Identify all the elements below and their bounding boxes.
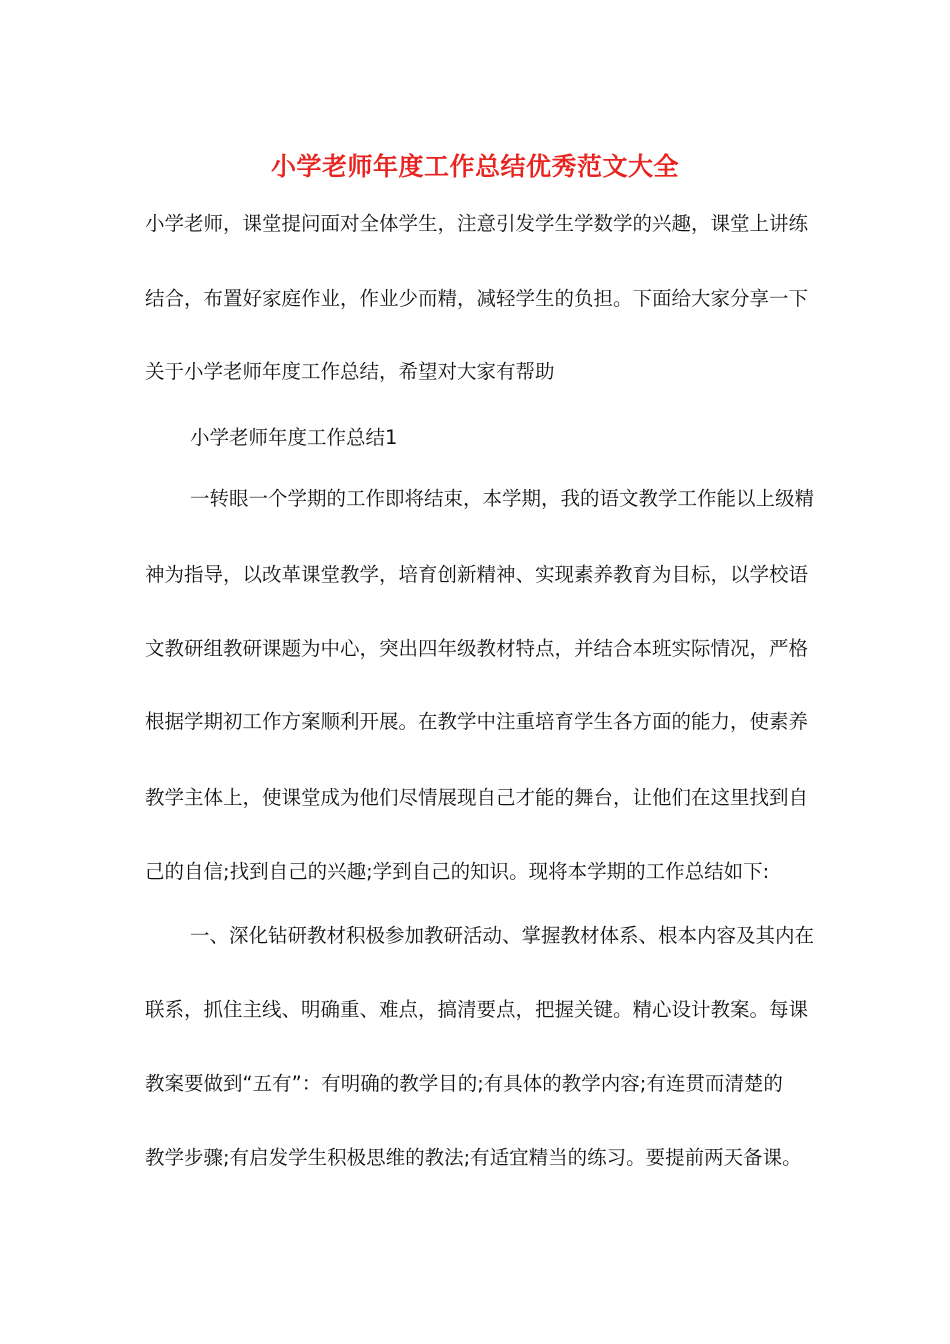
- body-line: 关于小学老师年度工作总结，希望对大家有帮助: [145, 360, 555, 383]
- body-line: 教学步骤;有启发学生积极思维的教法;有适宜精当的练习。要提前两天备课。: [145, 1146, 802, 1169]
- body-line: 一、深化钻研教材积极参加教研活动、掌握教材体系、根本内容及其内在: [190, 924, 815, 947]
- section-heading: 小学老师年度工作总结1: [190, 426, 398, 449]
- body-line: 结合，布置好家庭作业，作业少而精，减轻学生的负担。下面给大家分享一下: [145, 287, 809, 310]
- body-line: 根据学期初工作方案顺利开展。在教学中注重培育学生各方面的能力，使素养: [145, 710, 809, 733]
- body-line: 一转眼一个学期的工作即将结束，本学期，我的语文教学工作能以上级精: [190, 487, 815, 510]
- body-line: 神为指导，以改革课堂教学，培育创新精神、实现素养教育为目标，以学校语: [145, 563, 809, 586]
- document-title: 小学老师年度工作总结优秀范文大全: [270, 152, 679, 181]
- body-line: 联系，抓住主线、明确重、难点，搞清要点，把握关键。精心设计教案。每课: [145, 998, 809, 1021]
- body-line: 文教研组教研课题为中心，突出四年级教材特点，并结合本班实际情况，严格: [145, 637, 809, 660]
- body-line: 教案要做到“五有”：有明确的教学目的;有具体的教学内容;有连贯而清楚的: [145, 1072, 783, 1095]
- body-line: 己的自信;找到自己的兴趣;学到自己的知识。现将本学期的工作总结如下:: [145, 860, 770, 883]
- body-line: 教学主体上，使课堂成为他们尽情展现自己才能的舞台，让他们在这里找到自: [145, 786, 809, 809]
- body-line: 小学老师，课堂提问面对全体学生，注意引发学生学数学的兴趣，课堂上讲练: [145, 212, 809, 235]
